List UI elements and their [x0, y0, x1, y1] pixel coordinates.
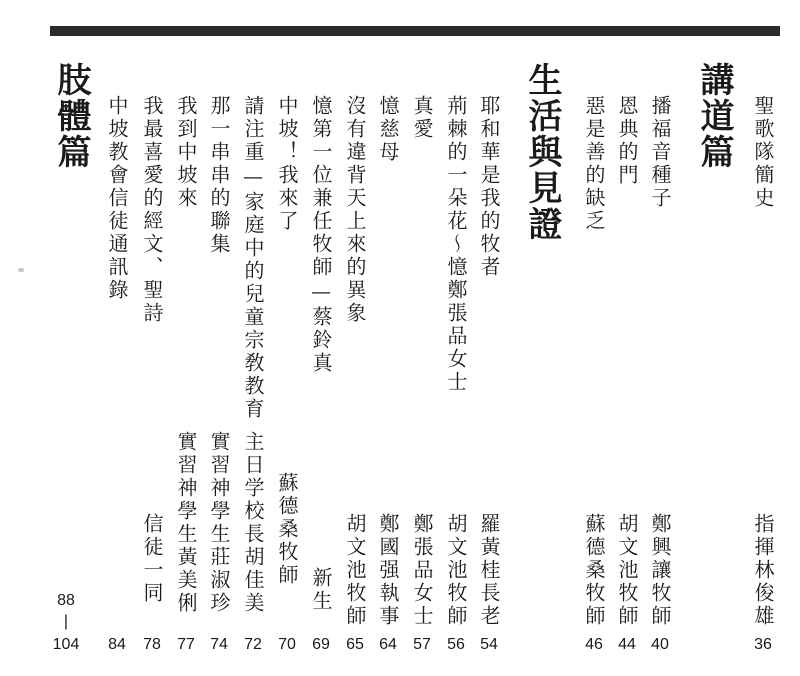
toc-entry-author: 指揮林俊雄 [751, 513, 775, 628]
toc-entry-title: 中坡教會信徒通訊錄 [105, 95, 129, 302]
toc-entry-author: 信徒一同 [140, 513, 164, 605]
toc-entry-title: 沒有違背天上來的異象 [343, 95, 367, 325]
top-rule [50, 26, 780, 36]
section-title-zhiti: 肢體篇 [51, 62, 91, 170]
section-title-jiangdao: 講道篇 [694, 62, 734, 170]
toc-entry-page: 77 [177, 636, 195, 653]
toc-entry-title: 聖歌隊簡史 [751, 95, 775, 210]
scan-speck [18, 268, 24, 272]
toc-entry-page: 54 [480, 636, 498, 653]
toc-entry-page: 56 [447, 636, 465, 653]
toc-entry-page: 36 [754, 636, 772, 653]
toc-entry-page: 72 [244, 636, 262, 653]
toc-entry-author: 胡文池牧師 [343, 513, 367, 628]
toc-entry-author: 實習神學生黃美俐 [174, 431, 198, 615]
toc-entry-author: 主日学校長胡佳美 [241, 431, 265, 615]
toc-entry-page: 44 [618, 636, 636, 653]
toc-entry-title: 惡是善的缺乏 [582, 95, 606, 233]
toc-entry-title: 我到中坡來 [174, 95, 198, 210]
page-range-dash: | [63, 613, 69, 630]
toc-entry-author: 鄭張品女士 [410, 513, 434, 628]
toc-entry-author: 蘇德桑牧師 [582, 513, 606, 628]
page-range-end: 104 [52, 636, 80, 653]
toc-entry-title: 中坡！我來了 [275, 95, 299, 233]
toc-entry-author: 胡文池牧師 [444, 513, 468, 628]
toc-entry-page: 78 [143, 636, 161, 653]
toc-entry-author: 鄭國强執事 [376, 513, 400, 628]
toc-entry-page: 64 [379, 636, 397, 653]
toc-entry-title: 播福音種子 [648, 95, 672, 210]
section-title-shenghuo: 生活與見證 [522, 62, 562, 242]
toc-entry-page: 70 [278, 636, 296, 653]
toc-entry-title: 我最喜愛的經文、聖詩 [140, 95, 164, 325]
toc-entry-page: 69 [312, 636, 330, 653]
toc-entry-page: 84 [108, 636, 126, 653]
toc-entry-title: 恩典的門 [615, 95, 639, 187]
toc-entry-page: 65 [346, 636, 364, 653]
toc-entry-page: 40 [651, 636, 669, 653]
toc-entry-author: 新生 [309, 567, 333, 613]
toc-entry-author: 羅黃桂長老 [477, 513, 501, 628]
toc-entry-page: 57 [413, 636, 431, 653]
toc-entry-author: 胡文池牧師 [615, 513, 639, 628]
toc-entry-title: 耶和華是我的牧者 [477, 95, 501, 279]
toc-entry-author: 蘇德桑牧師 [275, 472, 299, 587]
toc-entry-title: 憶慈母 [376, 95, 400, 164]
page-range-start: 88 [57, 592, 75, 609]
toc-entry-page: 46 [585, 636, 603, 653]
toc-entry-title: 請注重—家庭中的兒童宗敎教育 [241, 95, 265, 421]
toc-entry-author: 實習神學生莊淑珍 [207, 431, 231, 615]
toc-entry-title: 真愛 [410, 95, 434, 141]
toc-entry-title: 荊棘的一朵花〜憶鄭張品女士 [444, 95, 468, 394]
toc-entry-author: 鄭興讓牧師 [648, 513, 672, 628]
toc-entry-title: 那一串串的聯集 [207, 95, 231, 256]
toc-entry-page: 74 [210, 636, 228, 653]
toc-entry-title: 憶第一位兼任牧師—蔡鈴真 [309, 95, 333, 375]
